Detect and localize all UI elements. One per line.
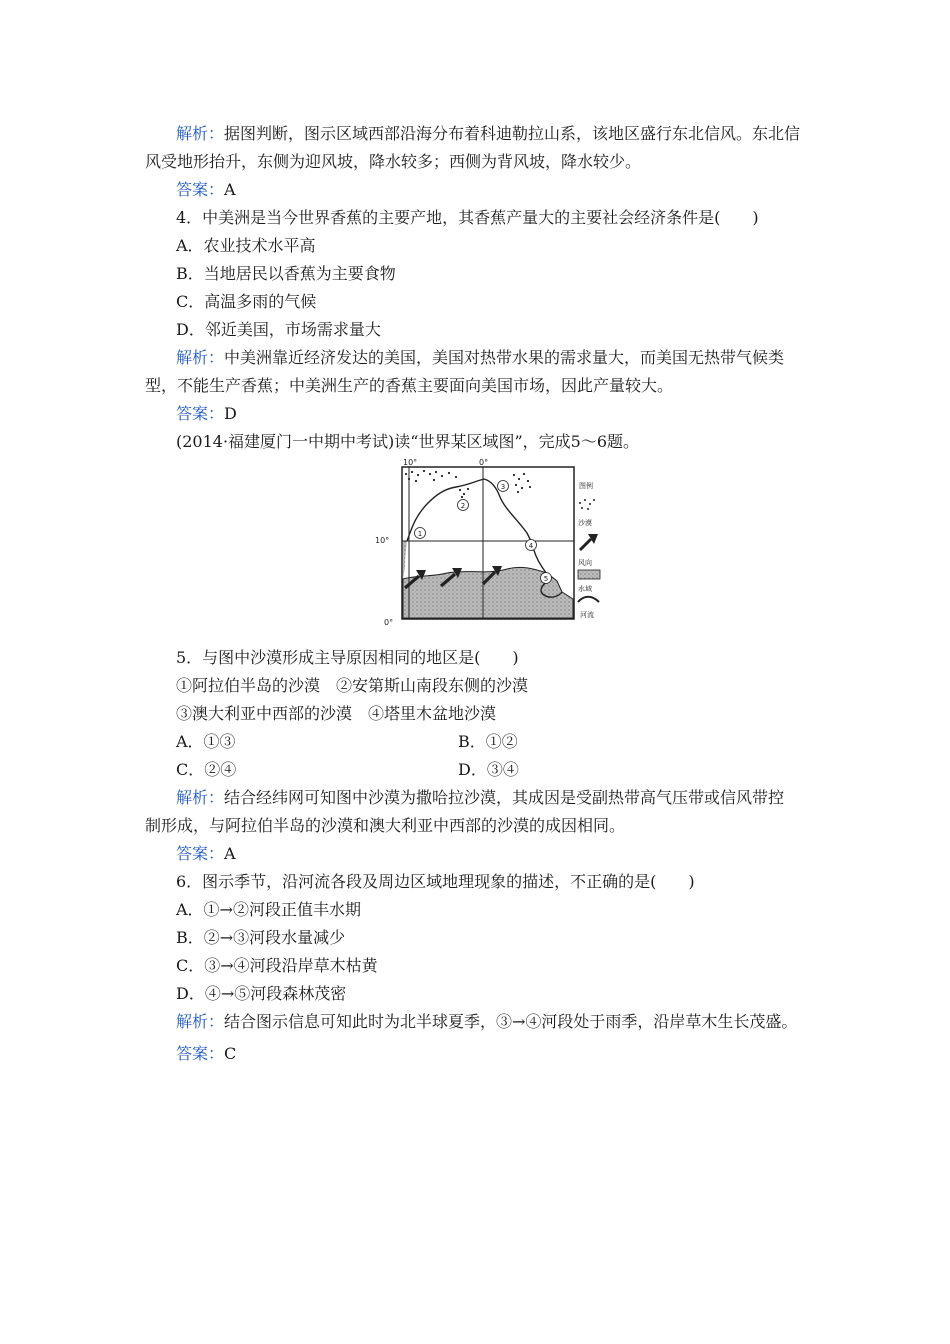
analysis-label: 解析： xyxy=(176,1012,225,1031)
q5-option-a: A．①③ xyxy=(176,732,236,751)
q6-option-a: A．①→②河段正值丰水期 xyxy=(176,900,361,919)
svg-text:5: 5 xyxy=(543,575,549,583)
answer-3 xyxy=(176,180,236,200)
svg-text:1: 1 xyxy=(417,530,423,538)
analysis-label: 解析： xyxy=(176,124,225,143)
svg-text:0°: 0° xyxy=(479,458,489,467)
region-map-figure xyxy=(372,457,604,625)
q5-option-d: D．③④ xyxy=(458,760,519,779)
q4-option-b: B．当地居民以香蕉为主要食物 xyxy=(176,264,396,283)
answer-5 xyxy=(176,844,236,864)
q6-option-b: B．②→③河段水量减少 xyxy=(176,928,346,947)
svg-text:风向: 风向 xyxy=(578,559,592,567)
q4-option-a: A．农业技术水平高 xyxy=(176,236,316,255)
q4-option-d: D．邻近美国，市场需求量大 xyxy=(176,320,381,339)
analysis-label: 解析： xyxy=(176,788,225,807)
answer-6 xyxy=(176,1044,236,1064)
svg-text:水域: 水域 xyxy=(578,585,592,593)
analysis-5-line2: 制形成，与阿拉伯半岛的沙漠和澳大利亚中西部的沙漠的成因相同。 xyxy=(145,816,626,835)
svg-text:图例: 图例 xyxy=(579,482,593,490)
answer-4 xyxy=(176,404,237,424)
analysis-text: 结合经纬网可知图中沙漠为撒哈拉沙漠，其成因是受副热带高气压带或信风带控 xyxy=(224,788,785,807)
q6-option-d: D．④→⑤河段森林茂密 xyxy=(176,984,347,1003)
question-6-stem: 6．图示季节，沿河流各段及周边区域地理现象的描述，不正确的是( ) xyxy=(176,872,695,891)
q5-options-row1 xyxy=(176,732,236,752)
analysis-6-line1 xyxy=(176,1012,797,1032)
answer-value: C xyxy=(224,1044,237,1063)
svg-text:0°: 0° xyxy=(384,618,394,625)
analysis-text: 据图判断，图示区域西部沿海分布着科迪勒拉山系，该地区盛行东北信风。东北信 xyxy=(224,124,801,143)
q5-option-c: C．②④ xyxy=(176,760,237,779)
q6-option-c: C．③→④河段沿岸草木枯黄 xyxy=(176,956,378,975)
analysis-3-line2: 风受地形抬升，东侧为迎风坡，降水较多；西侧为背风坡，降水较少。 xyxy=(145,152,642,171)
answer-label: 答案： xyxy=(176,404,225,423)
q5-option-b: B．①② xyxy=(458,732,518,751)
svg-text:2: 2 xyxy=(460,502,466,510)
west-coast-water xyxy=(403,541,407,579)
answer-value: D xyxy=(224,404,237,423)
answer-label: 答案： xyxy=(176,1044,225,1063)
q5-statement-2: ③澳大利亚中西部的沙漠 ④塔里木盆地沙漠 xyxy=(176,704,497,723)
q4-option-c: C．高温多雨的气候 xyxy=(176,292,317,311)
svg-text:沙漠: 沙漠 xyxy=(578,519,592,527)
analysis-5-line1 xyxy=(176,788,784,808)
svg-text:4: 4 xyxy=(528,542,534,550)
analysis-3-line1 xyxy=(176,124,800,144)
analysis-4-line1 xyxy=(176,348,784,368)
question-4-stem: 4．中美洲是当今世界香蕉的主要产地，其香蕉产量大的主要社会经济条件是( ) xyxy=(176,208,759,227)
group-intro: (2014·福建厦门一中期中考试)读“世界某区域图”，完成5～6题。 xyxy=(176,432,640,451)
analysis-label: 解析： xyxy=(176,348,225,367)
svg-text:10°: 10° xyxy=(403,458,418,467)
answer-value: A xyxy=(224,180,236,199)
map-legend xyxy=(578,481,600,619)
question-5-stem: 5．与图中沙漠形成主导原因相同的地区是( ) xyxy=(176,648,519,667)
answer-value: A xyxy=(224,844,236,863)
svg-text:河流: 河流 xyxy=(580,611,594,619)
q5-statement-1: ①阿拉伯半岛的沙漠 ②安第斯山南段东侧的沙漠 xyxy=(176,676,529,695)
svg-text:3: 3 xyxy=(500,483,506,491)
answer-label: 答案： xyxy=(176,844,225,863)
analysis-4-line2: 型，不能生产香蕉；中美洲生产的香蕉主要面向美国市场，因此产量较大。 xyxy=(145,376,674,395)
analysis-text: 中美洲靠近经济发达的美国，美国对热带水果的需求量大，而美国无热带气候类 xyxy=(224,348,785,367)
answer-label: 答案： xyxy=(176,180,225,199)
analysis-text: 结合图示信息可知此时为北半球夏季，③→④河段处于雨季，沿岸草木生长茂盛。 xyxy=(224,1012,798,1031)
svg-text:10°: 10° xyxy=(375,536,390,545)
